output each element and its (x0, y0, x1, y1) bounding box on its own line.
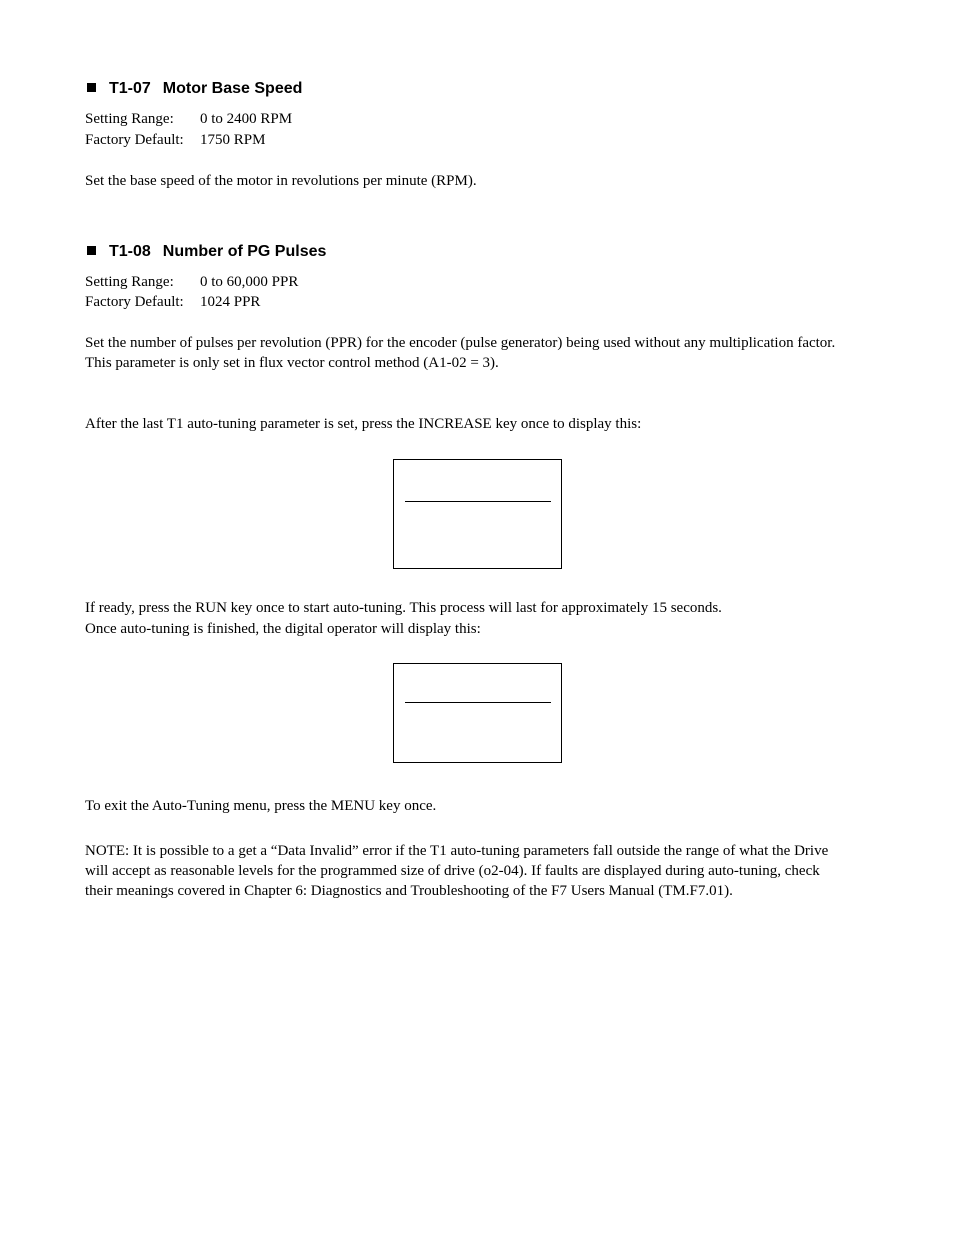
parameter-code: T1-08 (109, 243, 151, 260)
factory-default-value: 1024 PPR (200, 294, 261, 310)
parameter-code: T1-07 (109, 80, 151, 97)
setting-range-row (85, 109, 292, 129)
factory-default-row (85, 292, 260, 312)
exit-instruction: To exit the Auto-Tuning menu, press the MENU key once. (85, 798, 437, 814)
note-line: NOTE: It is possible to a get a “Data Invalid” error if the T1 auto-tuning parameters fall outside the range of what the Drive (85, 843, 829, 859)
run-instruction-line: Once auto-tuning is finished, the digital operator will display this: (85, 621, 481, 637)
parameter-title: Number of PG Pulses (162, 243, 327, 260)
factory-default-value: 1750 RPM (200, 132, 266, 148)
digital-operator-display (393, 663, 562, 763)
display-divider (405, 702, 551, 703)
display-divider (405, 501, 551, 502)
square-bullet-icon (87, 83, 96, 92)
parameter-description-line: This parameter is only set in flux vector control method (A1-02 = 3). (85, 355, 499, 371)
parameter-title: Motor Base Speed (162, 80, 303, 97)
setting-range-value: 0 to 60,000 PPR (200, 274, 299, 290)
square-bullet-icon (87, 246, 96, 255)
setting-range-label: Setting Range: (85, 111, 174, 127)
parameter-description-line: Set the number of pulses per revolution (PPR) for the encoder (pulse generator) being used without any multiplication factor. (85, 335, 836, 351)
setting-range-label: Setting Range: (85, 274, 174, 290)
run-instruction-line: If ready, press the RUN key once to start auto-tuning. This process will last for approximately 15 seconds. (85, 600, 722, 616)
note-line: their meanings covered in Chapter 6: Diagnostics and Troubleshooting of the F7 Users Manual (TM.F7.01). (85, 883, 733, 899)
setting-range-value: 0 to 2400 RPM (200, 111, 293, 127)
digital-operator-display (393, 459, 562, 569)
after-tuning-instruction: After the last T1 auto-tuning parameter is set, press the INCREASE key once to display this: (85, 416, 642, 432)
note-line: will accept as reasonable levels for the programmed size of drive (o2-04). If faults are displayed during auto-tuning, check (85, 863, 820, 879)
factory-default-label: Factory Default: (85, 294, 184, 310)
section-heading-t1-08 (87, 242, 326, 262)
factory-default-label: Factory Default: (85, 132, 184, 148)
factory-default-row (85, 130, 265, 150)
section-heading-t1-07 (87, 79, 302, 99)
setting-range-row (85, 272, 298, 292)
parameter-description: Set the base speed of the motor in revolutions per minute (RPM). (85, 173, 477, 189)
